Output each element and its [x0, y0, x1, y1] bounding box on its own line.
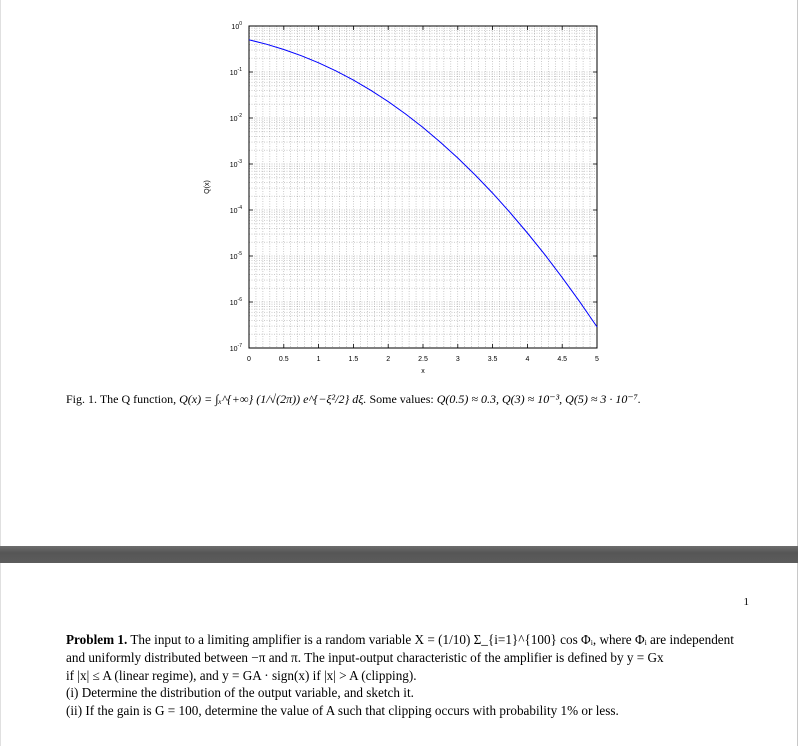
x-tick-label: 3 — [455, 356, 460, 363]
y-tick-label: $10^{-6}$ — [229, 297, 242, 307]
y-tick-label: $10^{-5}$ — [229, 251, 242, 261]
caption-formula: Q(x) = ∫ₓ^{+∞} (1/√(2π)) e^{−ξ²/2} dξ. — [179, 392, 367, 406]
page-separator — [0, 546, 798, 563]
x-tick-label: 0 — [247, 356, 251, 363]
y-tick-label: $10^{-1}$ — [229, 67, 242, 77]
caption-label: Fig. 1. — [66, 392, 98, 406]
problem-1 — [66, 631, 756, 720]
problem-line-3: if |x| ≤ A (linear regime), and y = GA · sign(x) if |x| > A (clipping). — [66, 667, 417, 683]
chart-grid — [249, 26, 597, 348]
problem-statement — [66, 631, 756, 649]
problem-title: Problem 1. — [66, 632, 128, 647]
caption-values-intro: Some values: — [369, 392, 434, 406]
y-tick-label: $10^0$ — [231, 21, 242, 31]
x-tick-label: 2 — [386, 356, 391, 363]
y-tick-label: $10^{-3}$ — [229, 159, 242, 169]
x-axis-label: x — [421, 368, 425, 375]
page-number: 1 — [743, 596, 749, 608]
caption-values: Q(0.5) ≈ 0.3, Q(3) ≈ 10⁻³, Q(5) ≈ 3 · 10⁻⁷. — [436, 392, 641, 406]
page-2 — [0, 563, 798, 746]
x-tick-label: 3.5 — [487, 356, 498, 363]
caption-intro: The Q function, — [99, 392, 177, 406]
y-tick-label: $10^{-2}$ — [229, 113, 242, 123]
problem-item-2: (ii) If the gain is G = 100, determine the value of A such that clipping occurs with probability 1% or less. — [66, 703, 619, 719]
y-axis-label: Q(x) — [204, 180, 211, 194]
q-function-chart — [1, 0, 798, 390]
x-tick-label: 2.5 — [418, 356, 428, 363]
x-tick-label: 4.5 — [557, 356, 568, 363]
problem-line-2: and uniformly distributed between −π and π. The input-output characteristic of the amplifier is defined by y = Gx — [66, 649, 664, 665]
chart-tick-labels — [230, 21, 599, 363]
figure-caption — [66, 390, 766, 408]
problem-item-1: (i) Determine the distribution of the output variable, and sketch it. — [66, 685, 414, 701]
x-tick-label: 1 — [316, 356, 321, 363]
x-tick-label: 4 — [525, 356, 530, 363]
y-tick-label: $10^{-7}$ — [229, 343, 242, 353]
y-tick-label: $10^{-4}$ — [229, 205, 242, 215]
x-tick-label: 1.5 — [348, 356, 359, 363]
x-tick-label: 0.5 — [278, 356, 289, 363]
x-tick-label: 5 — [595, 356, 599, 363]
problem-line-1: The input to a limiting amplifier is a random variable X = (1/10) Σ_{i=1}^{100} cos Φᵢ, where Φᵢ are independent — [130, 632, 734, 647]
